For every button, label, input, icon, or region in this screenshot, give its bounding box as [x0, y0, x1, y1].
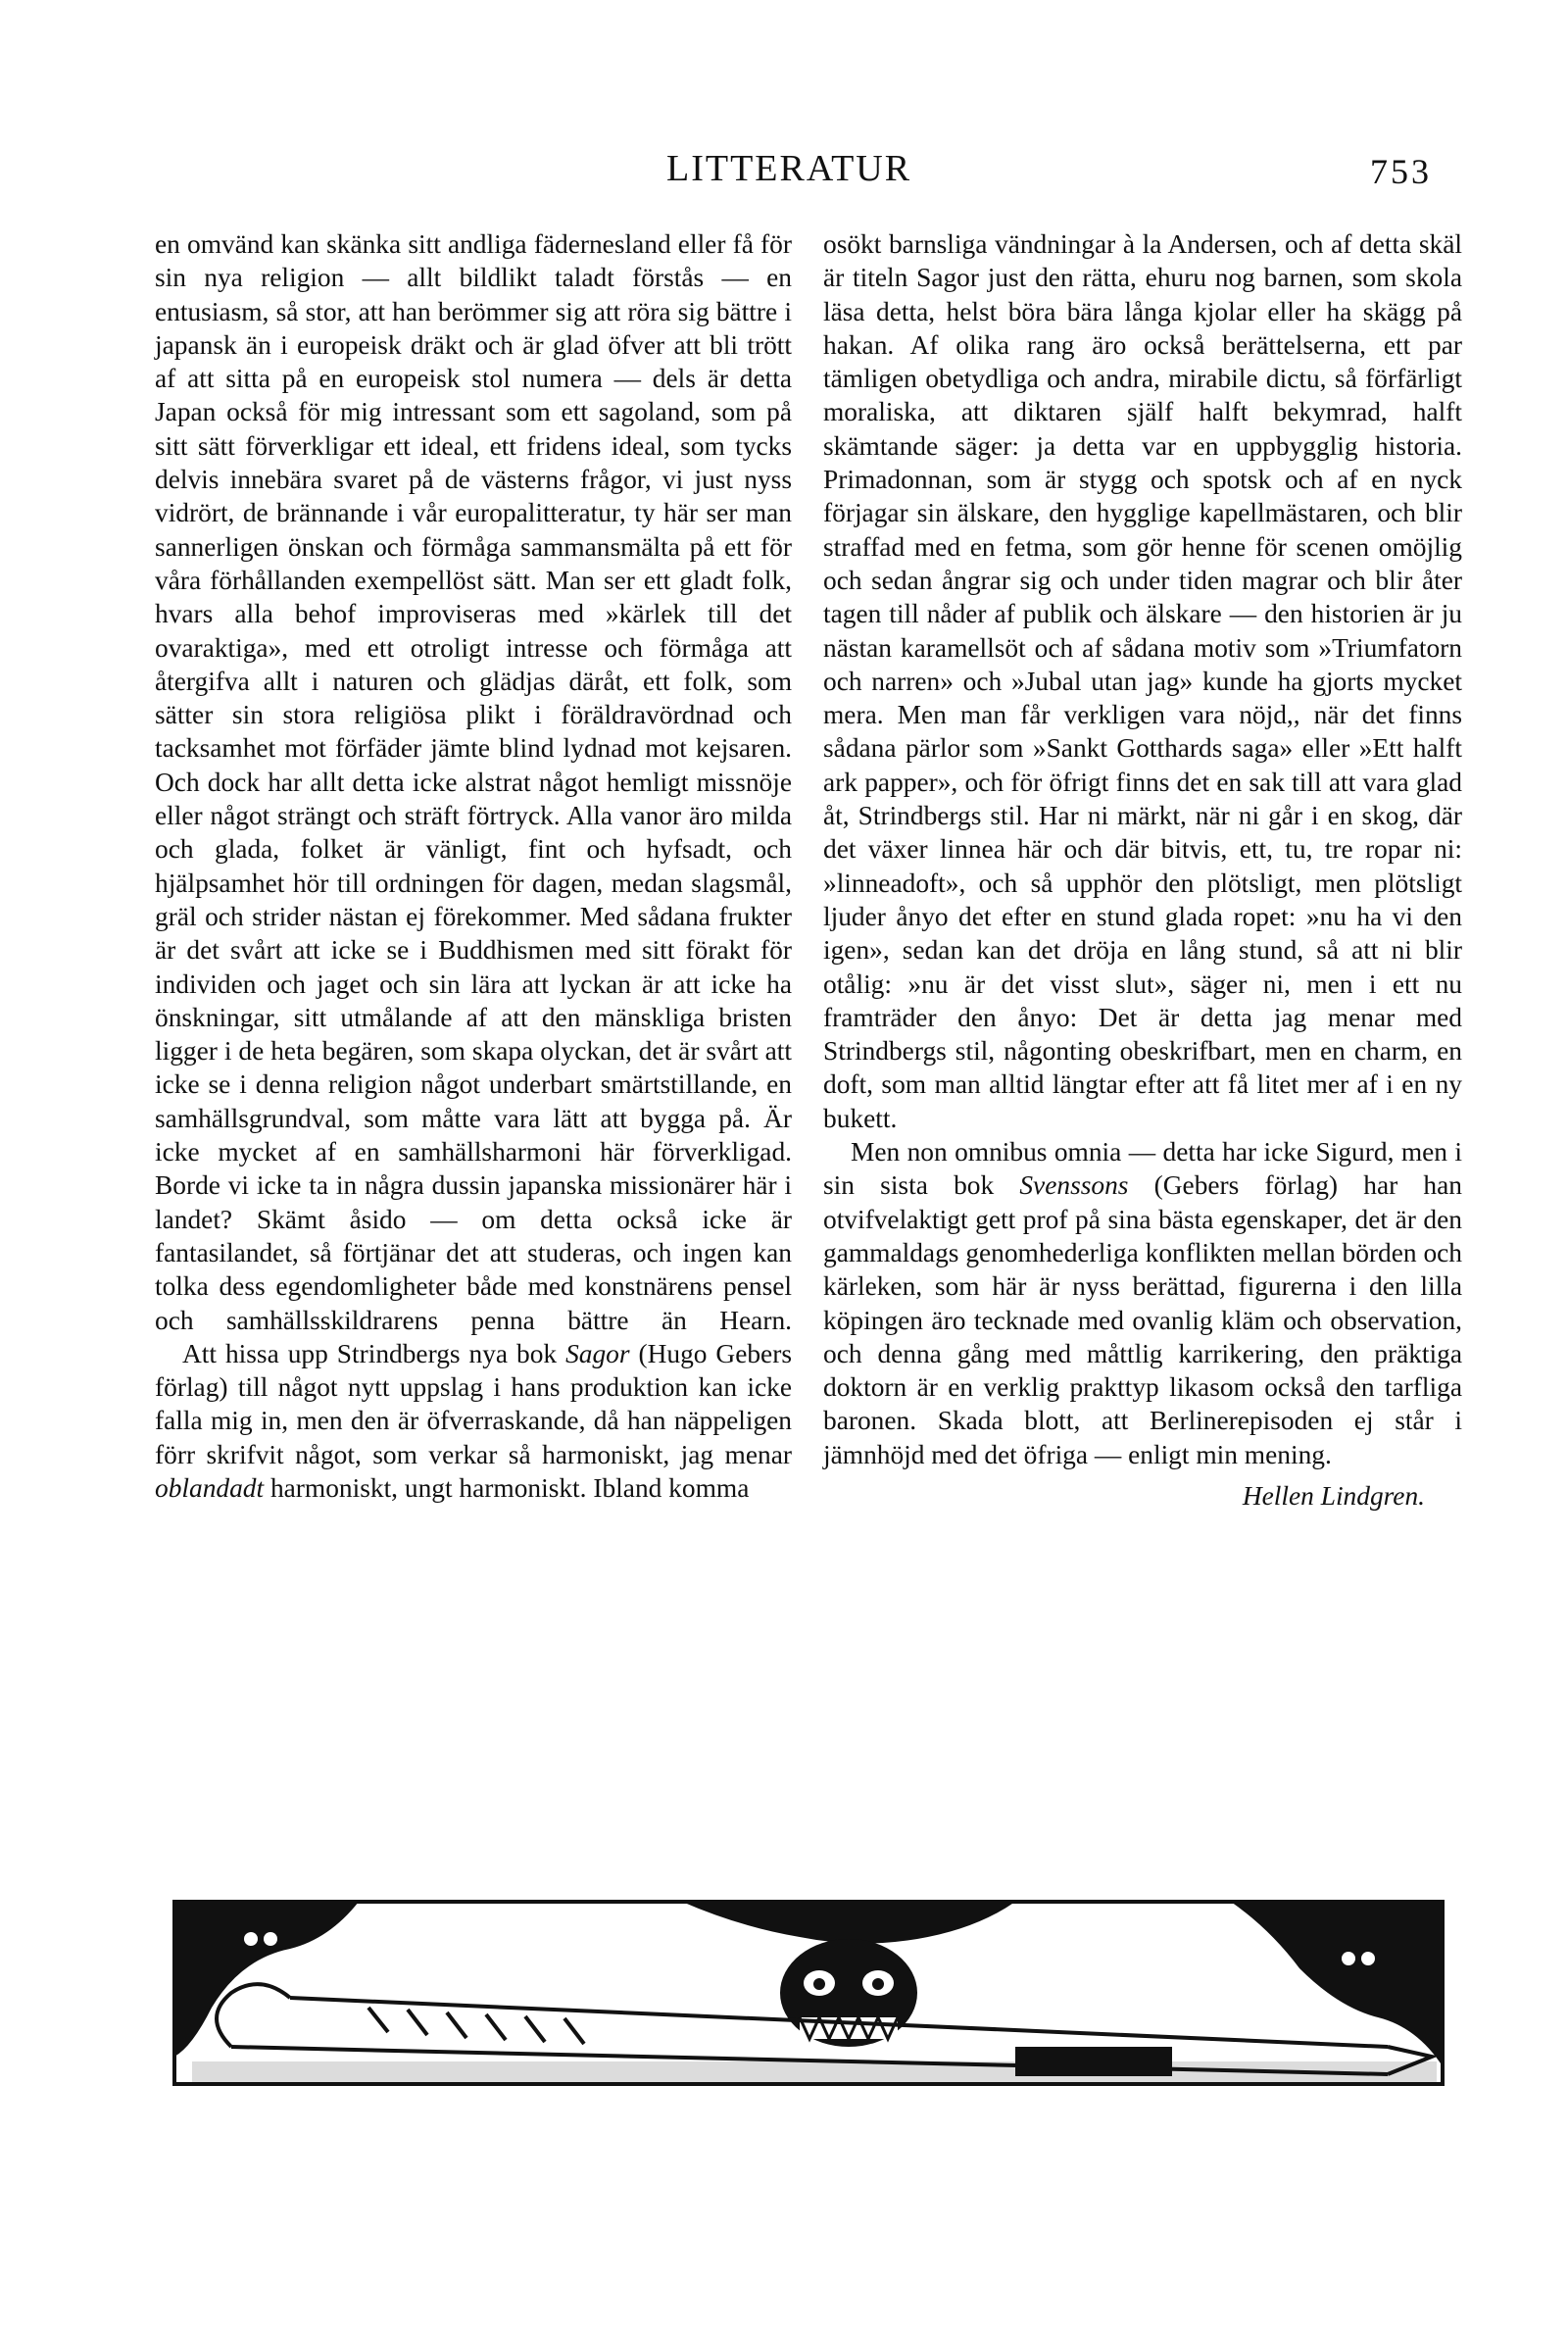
running-head-title: LITTERATUR [666, 148, 912, 189]
right-p2-text-a: Men non omnibus omnia — detta har icke Sigurd, men i sin sista bok [823, 1137, 1462, 1201]
right-paragraph-2 [823, 1135, 1462, 1471]
left-p2-text-a: Att hissa upp Strindbergs nya bok [182, 1338, 566, 1368]
page-number: 753 [1370, 152, 1432, 191]
right-paragraph-1: osökt barnsliga vändningar à la Andersen, och af detta skäl är titeln Sagor just den rätta, ehuru nog barnen, som skola läsa detta, helst böra bära långa kjolar eller ha skägg på hakan. Af olika rang äro också berättelserna, ett par tämligen obetydliga och andra, mirabile dictu, så förfärligt moraliska, att diktaren själf halft bekymrad, halft skämtande säger: ja detta var en uppbygglig historia. Primadonnan, som är stygg och spotsk och af en nyck förjagar sin älskare, den hygglige kapellmästaren, och blir straffad med en fetma, som gör henne för scenen omöjlig och sedan ångrar sig och under tiden magrar och blir åter tagen till nåder af publik och älskare — den historien är ju nästan karamellsöt och af sådana motiv som »Triumfatorn och narren» och »Jubal utan jag» kunde ha gjorts mycket mera. Men man får verkligen vara nöjd,, när det finns sådana pärlor som »Sankt Gotthards saga» eller »Ett halft ark papper», och för öfrigt finns det en sak till att vara glad åt, Strindbergs stil. Har ni märkt, när ni går i en skog, där det växer linnea här och där bitvis, ett, tu, tre ropar ni: »linneadoft», och så upphör den plötsligt, men plötsligt ljuder ånyo det efter en stund glada ropet: »nu ha vi den igen», sedan kan det dröja en lång stund, så att ni blir otålig: »nu är det visst slut», säger ni, men i ett nu framträder den ånyo: Det är detta jag menar med Strindbergs stil, någonting obeskrifbart, men en charm, en doft, som man alltid längtar efter att få litet mer af i en ny bukett. [823, 229, 1462, 1133]
decorative-vignette-icon [172, 1900, 1445, 2086]
left-column [155, 227, 792, 1505]
author-signature: Hellen Lindgren. [1242, 1480, 1425, 1511]
running-head [0, 147, 1568, 196]
book-title-sagor: Sagor [565, 1338, 630, 1368]
right-p2-text-b: (Gebers förlag) har han otvifvelaktigt gett prof på sina bästa egenskaper, det är den gammaldags genomhederliga konflikten mellan börden och kärleken, som här är nyss berättad, figurerna i den lilla köpingen äro tecknade med ovanlig kläm och observation, och denna gång med måttlig karrikering, den präktiga doktorn är en verklig prakttyp likasom också den tarfliga baronen. Skada blott, att Berlinerepisoden ej står i jämnhöjd med det öfriga — enligt min mening. [823, 1170, 1462, 1469]
left-p2-text-b: (Hugo Gebers förlag) till något nytt uppslag i hans produktion kan icke falla mig in, men den är öfverraskande, då han näppeligen förr skrifvit något, som verkar så harmoniskt, jag menar [155, 1338, 792, 1469]
right-column [823, 227, 1462, 1513]
left-paragraph-2 [155, 1337, 792, 1505]
left-p2-text-c: harmoniskt, ungt harmoniskt. Ibland komma [264, 1472, 750, 1503]
book-title-svenssons: Svenssons [1019, 1170, 1129, 1201]
left-paragraph-1: en omvänd kan skänka sitt andliga fädernesland eller få för sin nya religion — allt bildlikt taladt förstås — en entusiasm, så stor, att han berömmer sig att röra sig bättre i japansk än i europeisk dräkt och är glad öfver att bli trött af att sitta på en europeisk stol numera — dels är detta Japan också för mig intressant som ett sagoland, som på sitt sätt förverkligar ett ideal, ett fridens ideal, som tycks delvis innebära svaret på de västerns frågor, vi just nyss vidrört, de brännande i vår europalitteratur, ty här ser man sannerligen önskan och förmåga sammansmälta på ett för våra förhållanden exempellöst sätt. Man ser ett gladt folk, hvars alla behof improviseras med »kärlek till det ovaraktiga», med ett otroligt intresse och förmåga att återgifva allt i naturen och glädjas däråt, ett folk, som sätter sin stora religiösa plikt i föräldravördnad och tacksamhet mot förfäder jämte blind lydnad mot kejsaren. Och dock har allt detta icke alstrat något hemligt missnöje eller något strängt och sträft förtryck. Alla vanor äro milda och glada, folket är vänligt, fint och hyfsadt, och hjälpsamhet hör till ordningen för dagen, medan slagsmål, gräl och strider nästan ej förekommer. Med sådana frukter är det svårt att icke se i Buddhismen med sitt förakt för individen och jaget och sin lära att lyckan är att icke ha önskningar, sitt utmålande af att den mänskliga bristen ligger i de heta begären, som skapa olyckan, det är svårt att icke se i denna religion något underbart smärtstillande, en samhällsgrundval, som måtte vara lätt att bygga på. Är icke mycket af en samhällsharmoni här förverkligad. Borde vi icke ta in några dussin japanska missionärer här i landet? Skämt åsido — om detta också icke är fantasilandet, så förtjänar det att studeras, och ingen kan tolka dess egendomligheter både med konstnärens pensel och samhällsskildrarens penna bättre än Hearn. [155, 229, 792, 1335]
emphasis-oblandadt: oblandadt [155, 1472, 265, 1503]
